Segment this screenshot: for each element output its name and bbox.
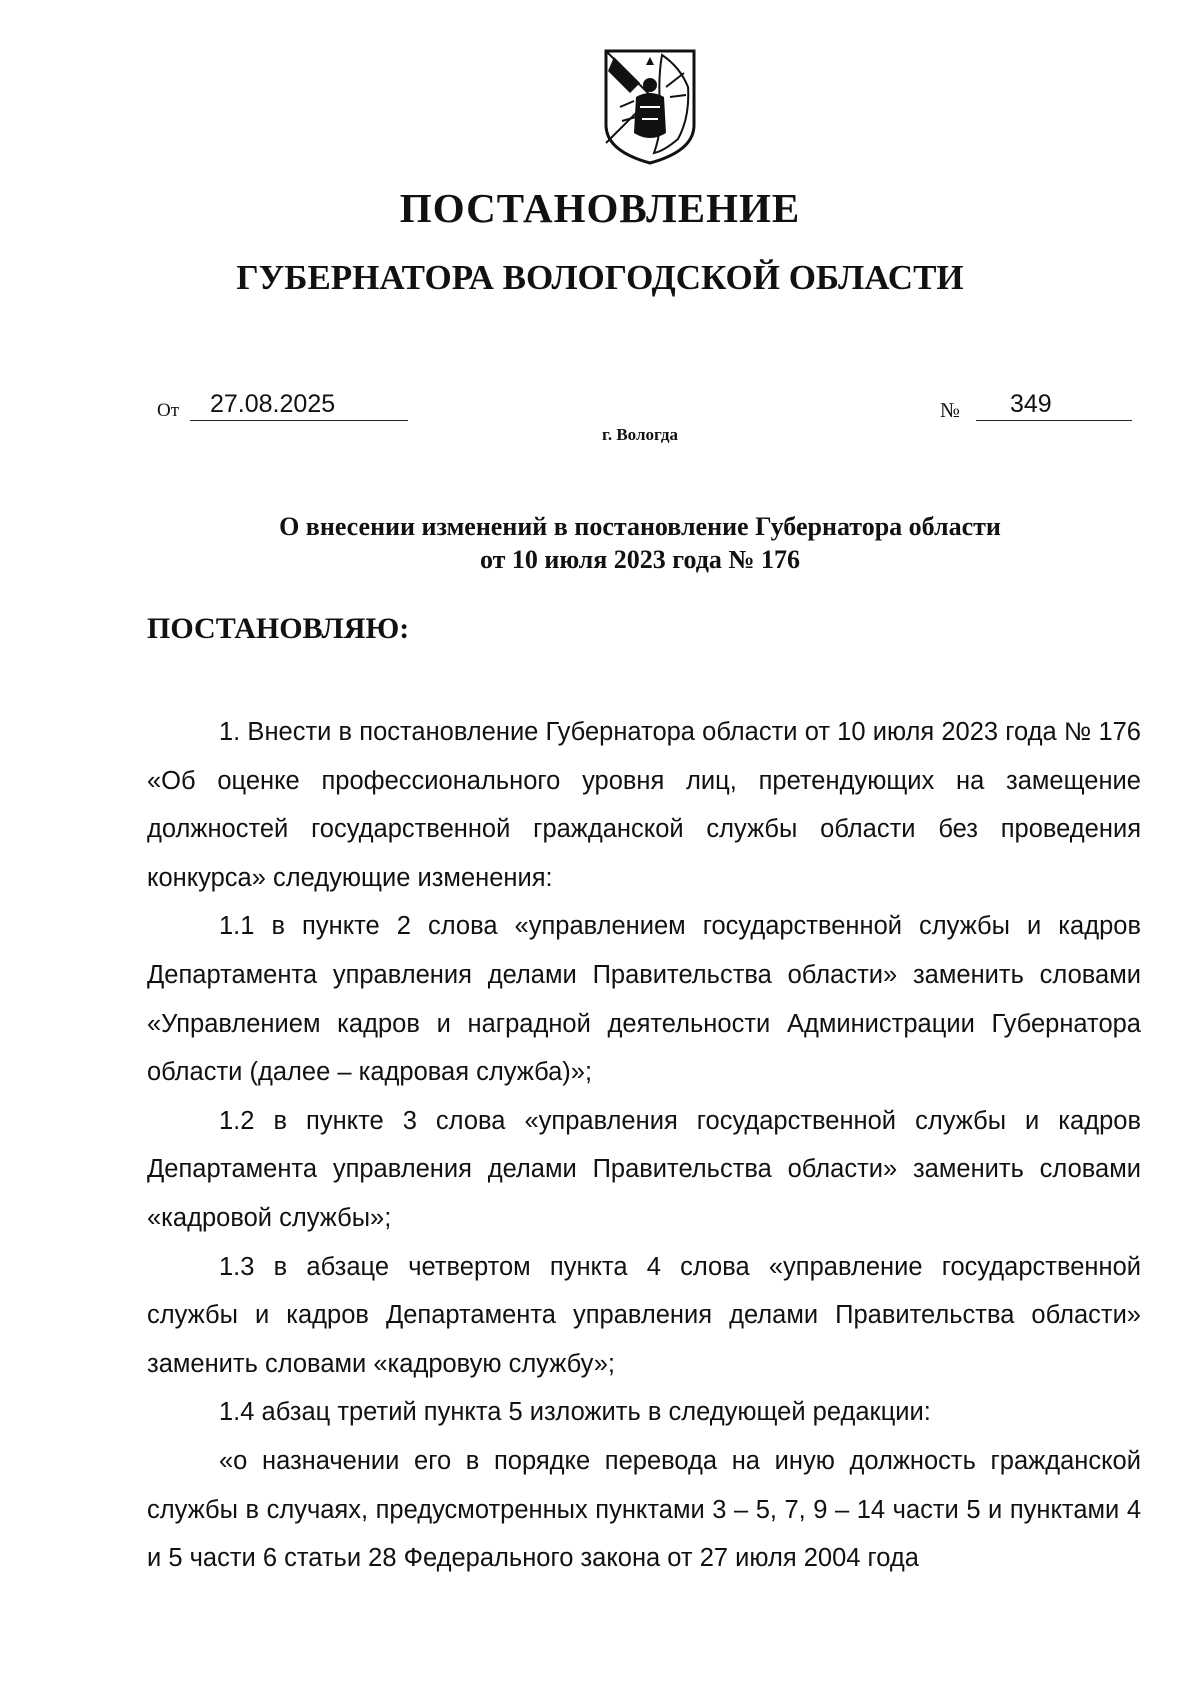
number-label: № [940,398,961,422]
city-label: г. Вологда [602,425,678,444]
document-body [147,708,1141,1583]
paragraph: 1. Внести в постановление Губернатора области от 10 июля 2023 года № 176 «Об оценке профессионального уровня лиц, претендующих на замещение должностей государственной гражданской службы области без проведения конкурса» следующие изменения: [147,718,1141,892]
document-title-line-2: от 10 июля 2023 года № 176 [480,545,800,574]
paragraph: «о назначении его в порядке перевода на иную должность гражданской службы в случаях, предусмотренных пунктами 3 – 5, 7, 9 – 14 части 5 и пунктами 4 и 5 части 6 статьи 28 Федерального закона от 27 июля 2004 года [147,1446,1141,1573]
page-title: ПОСТАНОВЛЕНИЕ [399,185,801,231]
decree-heading: ПОСТАНОВЛЯЮ: [147,612,410,645]
number-field: 349 [976,388,1132,421]
document-title [0,510,1200,576]
paragraph: 1.2 в пункте 3 слова «управления государственной службы и кадров Департамента управления делами Правительства области» заменить словами «кадровой службы»; [147,1106,1141,1232]
paragraph: 1.4 абзац третий пункта 5 изложить в следующей редакции: [219,1398,931,1427]
paragraph: 1.3 в абзаце четвертом пункта 4 слова «управление государственной службы и кадров Департамента управления делами Правительства области» заменить словами «кадровую службу»; [147,1252,1141,1378]
document-title-line-1: О внесении изменений в постановление Губернатора области [279,512,1001,541]
paragraph: 1.1 в пункте 2 слова «управлением государственной службы и кадров Департамента управления делами Правительства области» заменить словами «Управлением кадров и наградной деятельности Администрации Губернатора области (далее – кадровая служба)»; [147,912,1141,1087]
coat-of-arms-icon [600,47,700,167]
date-label: От [157,400,180,421]
page-subtitle: ГУБЕРНАТОРА ВОЛОГОДСКОЙ ОБЛАСТИ [236,258,964,297]
date-field: 27.08.2025 [190,388,408,421]
